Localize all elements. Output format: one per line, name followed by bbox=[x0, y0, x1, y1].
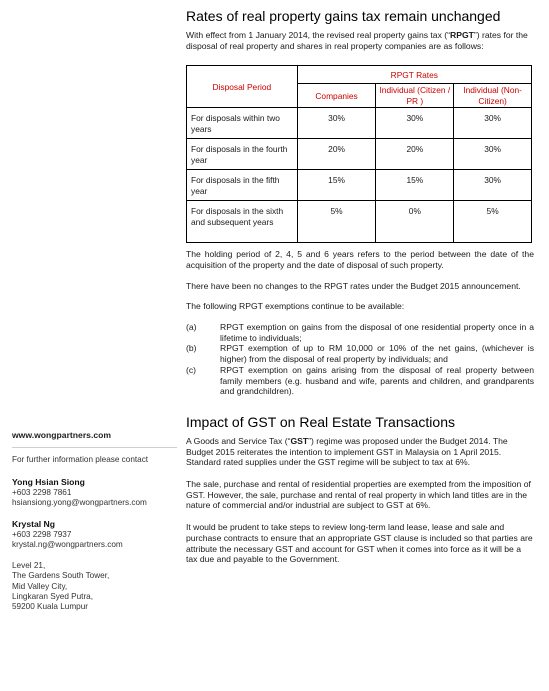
contact-card bbox=[12, 477, 177, 509]
gst-text: A Goods and Service Tax (“ bbox=[186, 435, 291, 446]
address-line: 59200 Kuala Lumpur bbox=[12, 602, 89, 612]
gst-paragraph bbox=[186, 436, 534, 468]
list-item bbox=[186, 365, 534, 397]
address-line: Level 21, bbox=[12, 560, 46, 570]
rate-cell: 30% bbox=[454, 170, 532, 201]
rate-cell: 15% bbox=[376, 170, 454, 201]
list-text: RPGT exemption on gains arising from the disposal of real property between family members (e.g. husband and wife, parents and children, and grandparents and grandchildren). bbox=[220, 364, 534, 397]
gst-term: GST bbox=[290, 435, 309, 446]
rate-cell: 30% bbox=[376, 108, 454, 139]
address-line: Mid Valley City, bbox=[12, 581, 68, 591]
list-item bbox=[186, 343, 534, 364]
intro-term: RPGT bbox=[450, 30, 474, 40]
office-address bbox=[12, 561, 177, 613]
list-marker: (c) bbox=[186, 364, 197, 375]
gst-text: ”) regime was proposed under the Budget 2014. The Budget 2015 reiterates the intention to implement GST in Malaysia on 1 April 2015. Standard rated supplies under the GST regime will be subject to tax at 6%. bbox=[186, 435, 508, 468]
rate-cell: 30% bbox=[454, 108, 532, 139]
table-row bbox=[187, 139, 532, 170]
rate-cell: 15% bbox=[297, 170, 376, 201]
address-line: Lingkaran Syed Putra, bbox=[12, 591, 94, 601]
gst-section bbox=[186, 436, 534, 565]
noncitizen-header: Individual (Non-Citizen) bbox=[454, 84, 532, 108]
rate-cell: 5% bbox=[454, 201, 532, 243]
exemptions-intro: The following RPGT exemptions continue to be available: bbox=[186, 301, 405, 312]
intro-text: With effect from 1 January 2014, the revised real property gains tax (“ bbox=[186, 30, 450, 40]
rate-cell: 0% bbox=[376, 201, 454, 243]
rate-cell: 20% bbox=[376, 139, 454, 170]
rate-cell: 20% bbox=[297, 139, 376, 170]
rate-cell: 5% bbox=[297, 201, 376, 243]
list-text: RPGT exemption of up to RM 10,000 or 10% of the net gains, (whichever is higher) from the disposal of real property by individuals; and bbox=[220, 343, 534, 365]
contact-email[interactable]: hsiansiong.yong@wongpartners.com bbox=[12, 498, 147, 508]
table-header-row bbox=[187, 66, 532, 84]
intro-text: ”) rates for the disposal of real property and shares in real property companies are as follows: bbox=[186, 30, 528, 51]
list-marker: (b) bbox=[186, 343, 197, 354]
further-info-label: For further information please contact bbox=[12, 454, 149, 464]
period-cell: For disposals in the sixth and subsequent years bbox=[187, 201, 298, 243]
period-cell: For disposals in the fourth year bbox=[187, 139, 298, 170]
contact-phone: +603 2298 7861 bbox=[12, 487, 72, 497]
contact-phone: +603 2298 7937 bbox=[12, 529, 72, 539]
no-changes-paragraph: There have been no changes to the RPGT rates under the Budget 2015 announcement. bbox=[186, 280, 521, 291]
main-content bbox=[186, 8, 534, 565]
period-cell: For disposals within two years bbox=[187, 108, 298, 139]
rpgt-rates-header: RPGT Rates bbox=[297, 66, 531, 84]
table-row bbox=[187, 201, 532, 243]
rate-cell: 30% bbox=[454, 139, 532, 170]
table-row bbox=[187, 108, 532, 139]
disposal-period-header: Disposal Period bbox=[187, 66, 298, 108]
exemptions-list bbox=[186, 322, 534, 397]
holding-period-paragraph: The holding period of 2, 4, 5 and 6 years refers to the period between the date of the acquisition of the property and the date of disposal of such property. bbox=[186, 249, 534, 270]
gst-paragraph: The sale, purchase and rental of residential properties are exempted from the imposition of GST. However, the sale, purchase and rental of real property in which land titles are in the nature of commercial and/or industrial are subject to GST at 6%. bbox=[186, 479, 531, 511]
companies-header: Companies bbox=[297, 84, 376, 108]
period-cell: For disposals in the fifth year bbox=[187, 170, 298, 201]
rate-cell: 30% bbox=[297, 108, 376, 139]
contact-name: Krystal Ng bbox=[12, 518, 55, 529]
rpgt-rates-table bbox=[186, 65, 532, 243]
list-item bbox=[186, 322, 534, 343]
rpgt-heading: Rates of real property gains tax remain unchanged bbox=[186, 8, 501, 24]
sidebar bbox=[12, 430, 177, 613]
contact-name: Yong Hsian Siong bbox=[12, 477, 85, 488]
rpgt-intro bbox=[186, 30, 534, 51]
citizen-header: Individual (Citizen / PR ) bbox=[376, 84, 454, 108]
list-text: RPGT exemption on gains from the disposal of one residential property once in a lifetime to individuals; bbox=[220, 322, 534, 343]
contact-email[interactable]: krystal.ng@wongpartners.com bbox=[12, 540, 123, 550]
list-marker: (a) bbox=[186, 322, 197, 333]
table-row bbox=[187, 170, 532, 201]
contact-card bbox=[12, 519, 177, 551]
address-line: The Gardens South Tower, bbox=[12, 571, 110, 581]
gst-paragraph: It would be prudent to take steps to review long-term land lease, lease and sale and purchase contracts to ensure that an appropriate GST clause is included so that parties are attribute the necessary GST and account for GST when it comes into force as it will be a tax due and payable to the Government. bbox=[186, 522, 533, 565]
website-link[interactable]: www.wongpartners.com bbox=[12, 430, 177, 448]
gst-heading: Impact of GST on Real Estate Transactions bbox=[186, 413, 455, 430]
